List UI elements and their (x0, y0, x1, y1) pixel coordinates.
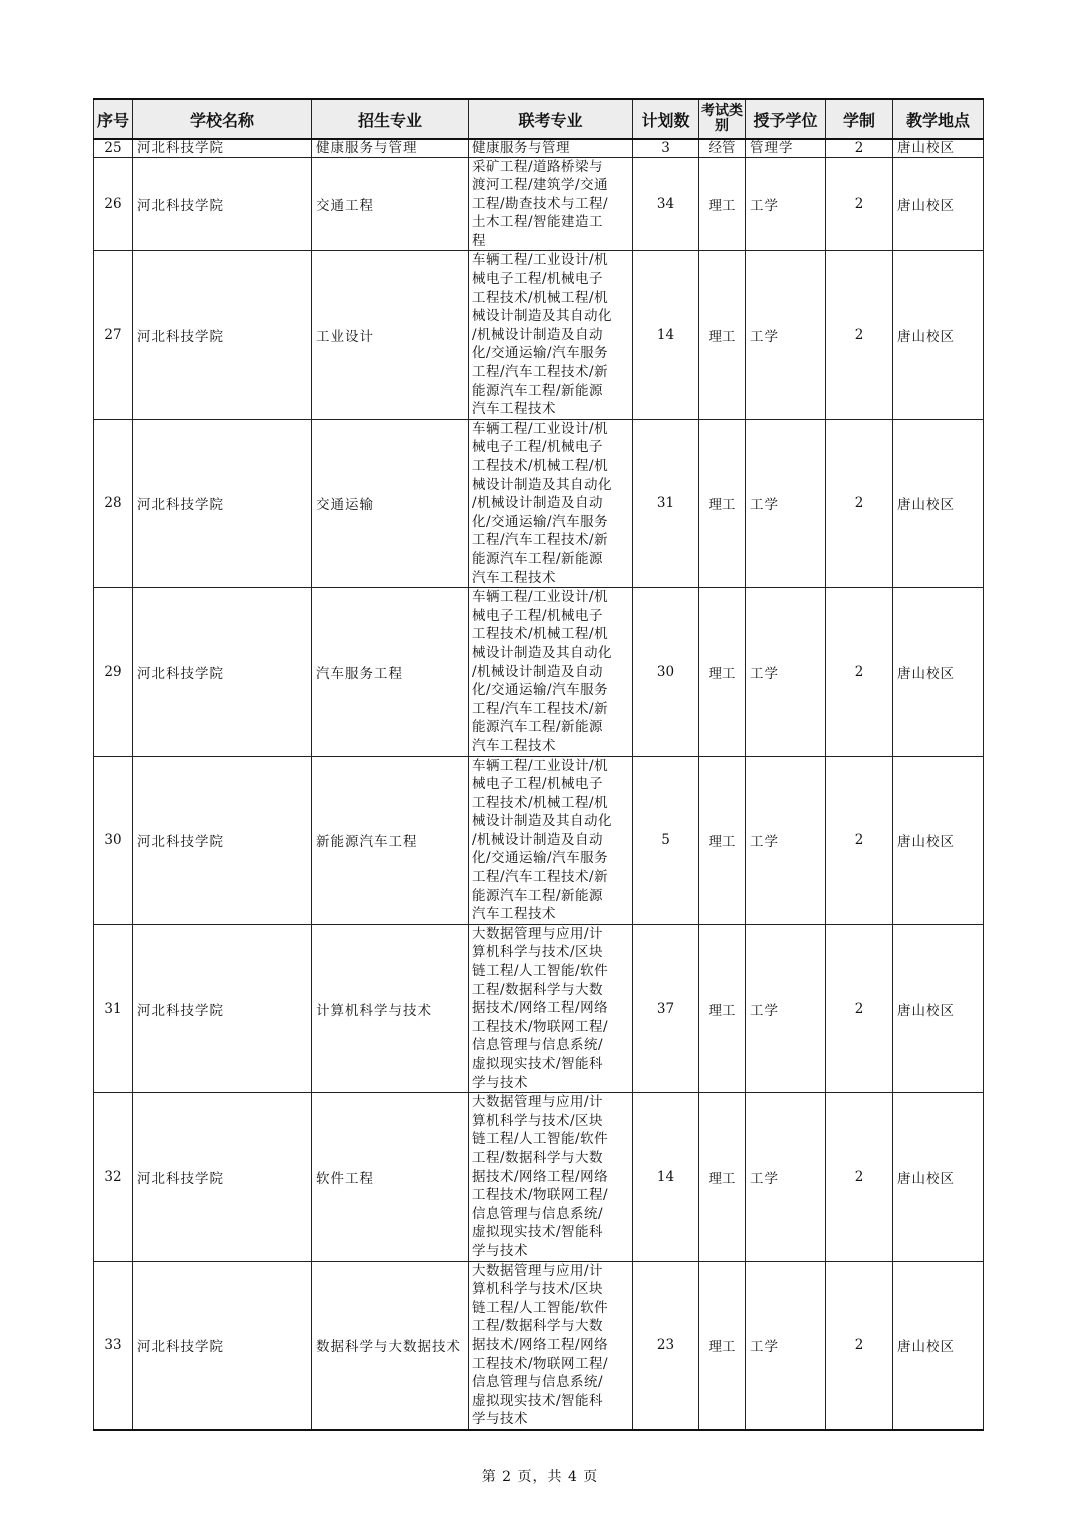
school-name: 河北科技学院 (133, 924, 312, 1092)
enroll-major: 软件工程 (312, 1093, 469, 1261)
teaching-location: 唐山校区 (893, 588, 984, 756)
header-category: 考试类别 (699, 99, 746, 139)
joint-exam-majors: 健康服务与管理 (469, 139, 633, 157)
degree: 工学 (746, 924, 826, 1092)
enroll-major: 工业设计 (312, 251, 469, 419)
enroll-major: 交通工程 (312, 157, 469, 251)
duration-years: 2 (826, 419, 893, 587)
header-plan: 计划数 (633, 99, 699, 139)
plan-count: 14 (633, 251, 699, 419)
joint-exam-majors: 大数据管理与应用/计 算机科学与技术/区块 链工程/人工智能/软件 工程/数据科学与大数 据技术/网络工程/网络 工程技术/物联网工程/ 信息管理与信息系统/ 虚拟现实技术/智能科 学与技术 (469, 1261, 633, 1430)
page-footer: 第 2 页，共 4 页 (481, 1469, 599, 1485)
plan-count: 37 (633, 924, 699, 1092)
duration-years: 2 (826, 251, 893, 419)
enroll-major: 数据科学与大数据技术 (312, 1261, 469, 1430)
header-row (94, 99, 984, 139)
teaching-location: 唐山校区 (893, 251, 984, 419)
table-row (94, 1093, 984, 1261)
table-row (94, 419, 984, 587)
degree: 工学 (746, 588, 826, 756)
table-row (94, 588, 984, 756)
header-joint-major: 联考专业 (469, 99, 633, 139)
table-row (94, 1261, 984, 1430)
plan-count: 34 (633, 157, 699, 251)
school-name: 河北科技学院 (133, 1093, 312, 1261)
teaching-location: 唐山校区 (893, 1261, 984, 1430)
row-number: 29 (94, 588, 133, 756)
school-name: 河北科技学院 (133, 588, 312, 756)
exam-category: 理工 (699, 251, 746, 419)
school-name: 河北科技学院 (133, 419, 312, 587)
table-row (94, 756, 984, 924)
enroll-major: 新能源汽车工程 (312, 756, 469, 924)
teaching-location: 唐山校区 (893, 756, 984, 924)
joint-exam-majors: 车辆工程/工业设计/机 械电子工程/机械电子 工程技术/机械工程/机 械设计制造及其自动化 /机械设计制造及自动 化/交通运输/汽车服务 工程/汽车工程技术/新 能源汽车工程/新能源 汽车工程技术 (469, 588, 633, 756)
row-number: 28 (94, 419, 133, 587)
table-row (94, 157, 984, 251)
plan-count: 30 (633, 588, 699, 756)
degree: 工学 (746, 419, 826, 587)
row-number: 27 (94, 251, 133, 419)
duration-years: 2 (826, 1261, 893, 1430)
duration-years: 2 (826, 139, 893, 157)
enroll-major: 汽车服务工程 (312, 588, 469, 756)
degree: 工学 (746, 157, 826, 251)
degree: 工学 (746, 251, 826, 419)
duration-years: 2 (826, 588, 893, 756)
enroll-major: 计算机科学与技术 (312, 924, 469, 1092)
exam-category: 理工 (699, 1093, 746, 1261)
teaching-location: 唐山校区 (893, 924, 984, 1092)
exam-category: 理工 (699, 924, 746, 1092)
row-number: 26 (94, 157, 133, 251)
joint-exam-majors: 大数据管理与应用/计 算机科学与技术/区块 链工程/人工智能/软件 工程/数据科学与大数 据技术/网络工程/网络 工程技术/物联网工程/ 信息管理与信息系统/ 虚拟现实技术/智能科 学与技术 (469, 1093, 633, 1261)
table-row (94, 924, 984, 1092)
school-name: 河北科技学院 (133, 251, 312, 419)
plan-count: 14 (633, 1093, 699, 1261)
exam-category: 理工 (699, 1261, 746, 1430)
duration-years: 2 (826, 756, 893, 924)
plan-count: 23 (633, 1261, 699, 1430)
header-no: 序号 (94, 99, 133, 139)
exam-category: 理工 (699, 157, 746, 251)
joint-exam-majors: 车辆工程/工业设计/机 械电子工程/机械电子 工程技术/机械工程/机 械设计制造及其自动化 /机械设计制造及自动 化/交通运输/汽车服务 工程/汽车工程技术/新 能源汽车工程/新能源 汽车工程技术 (469, 251, 633, 419)
row-number: 31 (94, 924, 133, 1092)
plan-count: 31 (633, 419, 699, 587)
school-name: 河北科技学院 (133, 1261, 312, 1430)
header-degree: 授予学位 (746, 99, 826, 139)
exam-category: 理工 (699, 588, 746, 756)
row-number: 25 (94, 139, 133, 157)
teaching-location: 唐山校区 (893, 1093, 984, 1261)
header-major: 招生专业 (312, 99, 469, 139)
table-row (94, 139, 984, 157)
joint-exam-majors: 车辆工程/工业设计/机 械电子工程/机械电子 工程技术/机械工程/机 械设计制造及其自动化 /机械设计制造及自动 化/交通运输/汽车服务 工程/汽车工程技术/新 能源汽车工程/新能源 汽车工程技术 (469, 419, 633, 587)
exam-category: 经管 (699, 139, 746, 157)
exam-category: 理工 (699, 756, 746, 924)
degree: 工学 (746, 756, 826, 924)
row-number: 30 (94, 756, 133, 924)
plan-count: 3 (633, 139, 699, 157)
enroll-major: 交通运输 (312, 419, 469, 587)
header-school: 学校名称 (133, 99, 312, 139)
joint-exam-majors: 大数据管理与应用/计 算机科学与技术/区块 链工程/人工智能/软件 工程/数据科学与大数 据技术/网络工程/网络 工程技术/物联网工程/ 信息管理与信息系统/ 虚拟现实技术/智能科 学与技术 (469, 924, 633, 1092)
enroll-major: 健康服务与管理 (312, 139, 469, 157)
school-name: 河北科技学院 (133, 756, 312, 924)
admissions-table (93, 98, 984, 1431)
degree: 管理学 (746, 139, 826, 157)
row-number: 32 (94, 1093, 133, 1261)
table-row (94, 251, 984, 419)
duration-years: 2 (826, 1093, 893, 1261)
teaching-location: 唐山校区 (893, 157, 984, 251)
school-name: 河北科技学院 (133, 157, 312, 251)
degree: 工学 (746, 1093, 826, 1261)
row-number: 33 (94, 1261, 133, 1430)
degree: 工学 (746, 1261, 826, 1430)
joint-exam-majors: 采矿工程/道路桥梁与 渡河工程/建筑学/交通 工程/勘查技术与工程/ 土木工程/智能建造工 程 (469, 157, 633, 251)
duration-years: 2 (826, 157, 893, 251)
duration-years: 2 (826, 924, 893, 1092)
teaching-location: 唐山校区 (893, 139, 984, 157)
header-location: 教学地点 (893, 99, 984, 139)
school-name: 河北科技学院 (133, 139, 312, 157)
joint-exam-majors: 车辆工程/工业设计/机 械电子工程/机械电子 工程技术/机械工程/机 械设计制造及其自动化 /机械设计制造及自动 化/交通运输/汽车服务 工程/汽车工程技术/新 能源汽车工程/新能源 汽车工程技术 (469, 756, 633, 924)
plan-count: 5 (633, 756, 699, 924)
teaching-location: 唐山校区 (893, 419, 984, 587)
header-years: 学制 (826, 99, 893, 139)
exam-category: 理工 (699, 419, 746, 587)
